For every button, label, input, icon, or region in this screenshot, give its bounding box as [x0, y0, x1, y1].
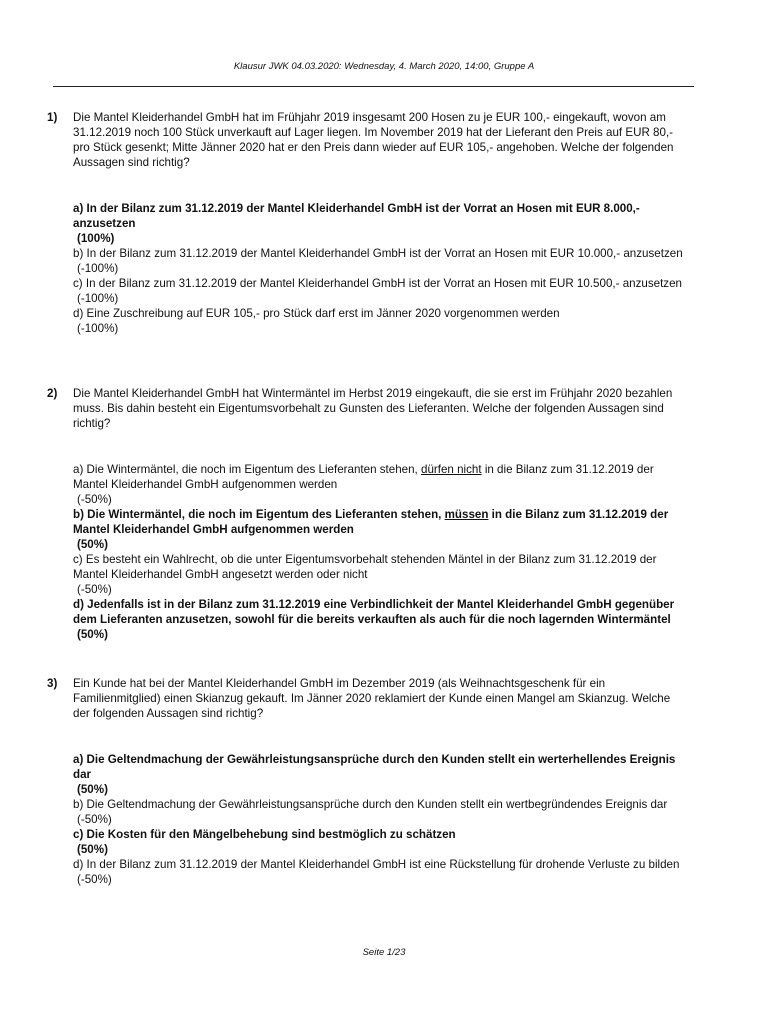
page-header: Klausur JWK 04.03.2020: Wednesday, 4. March 2020, 14:00, Gruppe A [233, 61, 535, 72]
option-b[interactable] [73, 797, 685, 827]
option-c[interactable] [73, 827, 685, 857]
option-c[interactable] [73, 276, 685, 306]
option-d[interactable] [73, 597, 685, 642]
option-a[interactable] [73, 462, 685, 507]
option-score: (-100%) [77, 262, 119, 275]
option-b[interactable] [73, 246, 685, 276]
question-2 [47, 386, 707, 642]
option-a[interactable] [73, 201, 685, 246]
question-1 [47, 110, 707, 336]
answer-options [73, 462, 685, 642]
page-footer: Seite 1/23 [362, 947, 406, 958]
question-number: 3) [47, 677, 58, 690]
option-text: d) Jedenfalls ist in der Bilanz zum 31.12.2019 eine Verbindlichkeit der Mantel Kleiderhandel GmbH gegenüber dem Lieferanten anzusetzen, sowohl für die bereits verkauften als auch für die noch lagernden Wintermäntel [73, 598, 675, 626]
option-text: d) In der Bilanz zum 31.12.2019 der Mantel Kleiderhandel GmbH ist eine Rückstellung für drohende Verluste zu bilden [73, 858, 680, 871]
question-3 [47, 676, 707, 887]
option-a[interactable] [73, 752, 685, 797]
question-text: Ein Kunde hat bei der Mantel Kleiderhandel GmbH im Dezember 2019 (als Weihnachtsgeschenk für ein Familienmitglied) einen Skianzug gekauft. Im Jänner 2020 reklamiert der Kunde einen Mangel am Skianzug. Welche der folgenden Aussagen sind richtig? [73, 677, 671, 720]
question-number: 1) [47, 111, 58, 124]
option-score: (50%) [77, 843, 108, 856]
answer-options [73, 201, 685, 336]
option-text: d) Eine Zuschreibung auf EUR 105,- pro Stück darf erst im Jänner 2020 vorgenommen werden [73, 307, 560, 320]
question-text: Die Mantel Kleiderhandel GmbH hat im Frühjahr 2019 insgesamt 200 Hosen zu je EUR 100,- eingekauft, wovon am 31.12.2019 noch 100 Stück unverkauft auf Lager liegen. Im November 2019 hat der Lieferant den Preis auf EUR 80,- pro Stück gesenkt; Mitte Jänner 2020 hat er den Preis dann wieder auf EUR 105,- angehoben. Welche der folgenden Aussagen sind richtig? [73, 111, 674, 169]
option-text: b) In der Bilanz zum 31.12.2019 der Mantel Kleiderhandel GmbH ist der Vorrat an Hosen mit EUR 10.000,- anzusetzen [73, 247, 683, 260]
option-score: (-50%) [77, 493, 112, 506]
option-score: (-50%) [77, 873, 112, 886]
option-text: c) Es besteht ein Wahlrecht, ob die unter Eigentumsvorbehalt stehenden Mäntel in der Bilanz zum 31.12.2019 der Mantel Kleiderhandel GmbH angesetzt werden oder nicht [73, 553, 657, 581]
option-b[interactable] [73, 507, 685, 552]
option-text: a) Die Wintermäntel, die noch im Eigentum des Lieferanten stehen, dürfen nicht in die Bilanz zum 31.12.2019 der Mantel Kleiderhandel GmbH aufgenommen werden [73, 463, 654, 491]
option-c[interactable] [73, 552, 685, 597]
option-text: a) Die Geltendmachung der Gewährleistungsansprüche durch den Kunden stellt ein werterhellendes Ereignis dar [73, 753, 676, 781]
option-score: (-50%) [77, 583, 112, 596]
emphasis-underline: müssen [444, 508, 489, 521]
option-text: b) Die Wintermäntel, die noch im Eigentum des Lieferanten stehen, müssen in die Bilanz zum 31.12.2019 der Mantel Kleiderhandel GmbH aufgenommen werden [73, 508, 669, 536]
option-score: (-100%) [77, 322, 119, 335]
option-score: (100%) [77, 232, 115, 245]
question-number: 2) [47, 387, 58, 400]
header-divider [53, 86, 694, 87]
option-score: (50%) [77, 628, 108, 641]
option-text: c) In der Bilanz zum 31.12.2019 der Mantel Kleiderhandel GmbH ist der Vorrat an Hosen mit EUR 10.500,- anzusetzen [73, 277, 682, 290]
option-d[interactable] [73, 857, 685, 887]
option-score: (50%) [77, 538, 108, 551]
question-text: Die Mantel Kleiderhandel GmbH hat Wintermäntel im Herbst 2019 eingekauft, die sie erst im Frühjahr 2020 bezahlen muss. Bis dahin besteht ein Eigentumsvorbehalt zu Gunsten des Lieferanten. Welche der folgenden Aussagen sind richtig? [73, 387, 673, 430]
option-score: (-100%) [77, 292, 119, 305]
emphasis-underline: dürfen nicht [421, 463, 482, 476]
answer-options [73, 752, 685, 887]
option-d[interactable] [73, 306, 685, 336]
option-score: (-50%) [77, 813, 112, 826]
option-score: (50%) [77, 783, 108, 796]
option-text: c) Die Kosten für den Mängelbehebung sind bestmöglich zu schätzen [73, 828, 456, 841]
option-text: a) In der Bilanz zum 31.12.2019 der Mantel Kleiderhandel GmbH ist der Vorrat an Hosen mit EUR 8.000,- anzusetzen [73, 202, 640, 230]
option-text: b) Die Geltendmachung der Gewährleistungsansprüche durch den Kunden stellt ein wertbegründendes Ereignis dar [73, 798, 668, 811]
